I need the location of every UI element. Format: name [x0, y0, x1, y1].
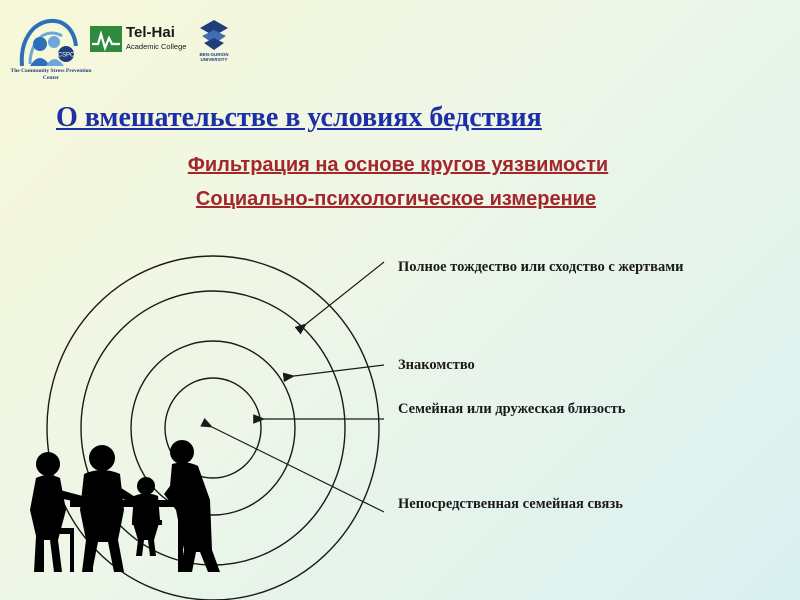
subtitle-dimension: Социально-психологическое измерение: [195, 188, 597, 210]
page-title: О вмешательстве в условиях бедствия: [56, 102, 542, 133]
subtitle-filtering: Фильтрация на основе кругов уязвимости: [187, 154, 609, 176]
telhai-subtitle: Academic College: [126, 42, 187, 51]
label-third-ring: Семейная или дружеская близость: [398, 401, 626, 417]
telhai-name: Tel-Hai: [126, 24, 175, 41]
university-label: BEN-GURION UNIVERSITY: [199, 52, 229, 62]
family-silhouette-icon: [30, 440, 220, 572]
label-outer-ring: Полное тождество или сходство с жертвами: [398, 259, 684, 275]
cspc-caption: The Community Stress Prevention Center: [10, 68, 92, 81]
pointer-inner: [212, 427, 384, 512]
svg-text:CSPC: CSPC: [57, 52, 75, 59]
label-inner-ring: Непосредственная семейная связь: [398, 496, 623, 512]
label-second-ring: Знакомство: [398, 357, 475, 373]
pointer-outer: [306, 262, 384, 324]
